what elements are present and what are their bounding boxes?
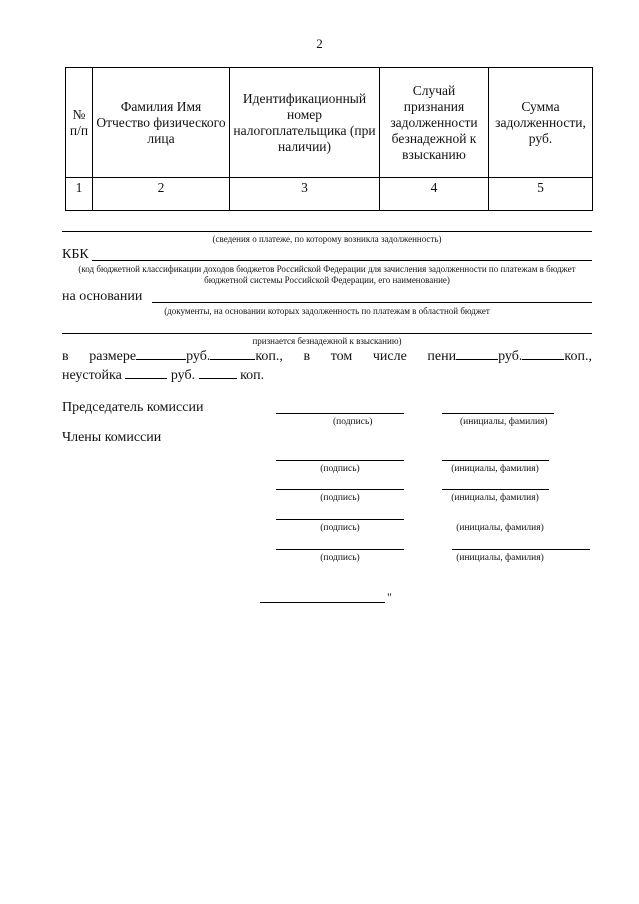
amount-kop-label: коп., <box>255 349 283 364</box>
peni-kop-label: коп., <box>564 349 592 364</box>
payment-caption: (сведения о платеже, по которому возникла задолженность) <box>212 234 442 244</box>
header-inn: Идентификационный номер налогоплательщика (при наличии) <box>230 68 380 178</box>
chairman-initials-line[interactable] <box>442 413 554 414</box>
column-number-5: 5 <box>489 178 593 211</box>
member-1-signature-caption: (подпись) <box>320 464 360 474</box>
column-number-3: 3 <box>230 178 380 211</box>
penalty-line <box>62 366 264 384</box>
penalty-kop-label: коп. <box>240 368 265 383</box>
member-4-signature-caption: (подпись) <box>320 553 360 563</box>
chairman-label: Председатель комиссии <box>62 400 204 415</box>
peni-kop-blank[interactable] <box>522 347 564 360</box>
member-2-initials-line[interactable] <box>442 489 549 490</box>
basis-caption: (документы, на основании которых задолженность по платежам в областной бюджет <box>164 306 490 316</box>
penalty-kop-blank[interactable] <box>199 366 237 379</box>
penalty-label: неустойка <box>62 368 122 383</box>
header-amount: Сумма задолженности, руб. <box>489 68 593 178</box>
chairman-signature-caption: (подпись) <box>333 417 373 427</box>
header-case: Случай признания задолженности безнадежной к взысканию <box>380 68 489 178</box>
amount-word-4: том <box>330 349 353 364</box>
chairman-signature-line[interactable] <box>276 413 404 414</box>
penalty-rub-label: руб. <box>170 368 196 383</box>
basis-label: на основании <box>62 289 143 304</box>
member-4-initials-caption: (инициалы, фамилия) <box>456 553 544 563</box>
amount-line <box>62 347 592 365</box>
basis-line-2[interactable] <box>62 333 592 334</box>
column-number-1: 1 <box>66 178 93 211</box>
column-number-2: 2 <box>93 178 230 211</box>
debt-table <box>65 67 593 211</box>
closing-quote: " <box>387 590 392 604</box>
table-header-row <box>66 68 593 178</box>
members-label: Члены комиссии <box>62 430 162 445</box>
column-number-4: 4 <box>380 178 489 211</box>
amount-word-2: размере <box>89 349 137 364</box>
member-2-signature-caption: (подпись) <box>320 493 360 503</box>
page-number: 2 <box>316 36 323 51</box>
kbk-label: КБК <box>62 247 89 262</box>
amount-kop-blank[interactable] <box>210 347 255 360</box>
payment-info-line[interactable] <box>62 231 592 232</box>
peni-label: пени <box>427 349 457 364</box>
recognized-caption: признается безнадежной к взысканию) <box>252 336 402 346</box>
header-full-name: Фамилия Имя Отчество физического лица <box>93 68 230 178</box>
closing-line <box>260 602 385 603</box>
member-2-initials-caption: (инициалы, фамилия) <box>451 493 539 503</box>
penalty-rub-blank[interactable] <box>125 366 167 379</box>
amount-word-1: в <box>62 349 69 364</box>
member-1-signature-line[interactable] <box>276 460 404 461</box>
member-3-signature-line[interactable] <box>276 519 404 520</box>
kbk-caption: (код бюджетной классификации доходов бюджетов Российской Федерации для зачисления задолженности по платежам в бюджет бюджетной системы Российской Федерации, его наименование) <box>78 264 576 285</box>
member-1-initials-caption: (инициалы, фамилия) <box>451 464 539 474</box>
member-4-signature-line[interactable] <box>276 549 404 550</box>
peni-rub-blank[interactable] <box>456 347 498 360</box>
kbk-line[interactable] <box>92 260 592 261</box>
basis-line[interactable] <box>152 302 592 303</box>
member-3-initials-caption: (инициалы, фамилия) <box>456 523 544 533</box>
amount-word-3: в <box>303 349 311 364</box>
member-4-initials-line[interactable] <box>452 549 590 550</box>
member-3-signature-caption: (подпись) <box>320 523 360 533</box>
chairman-initials-caption: (инициалы, фамилия) <box>460 417 548 427</box>
table-number-row <box>66 178 593 211</box>
amount-rub-label: руб. <box>186 349 211 364</box>
member-1-initials-line[interactable] <box>442 460 549 461</box>
member-2-signature-line[interactable] <box>276 489 404 490</box>
header-number: № п/п <box>66 68 93 178</box>
amount-rub-blank[interactable] <box>136 347 186 360</box>
amount-word-5: числе <box>372 349 407 364</box>
peni-rub-label: руб. <box>498 349 523 364</box>
